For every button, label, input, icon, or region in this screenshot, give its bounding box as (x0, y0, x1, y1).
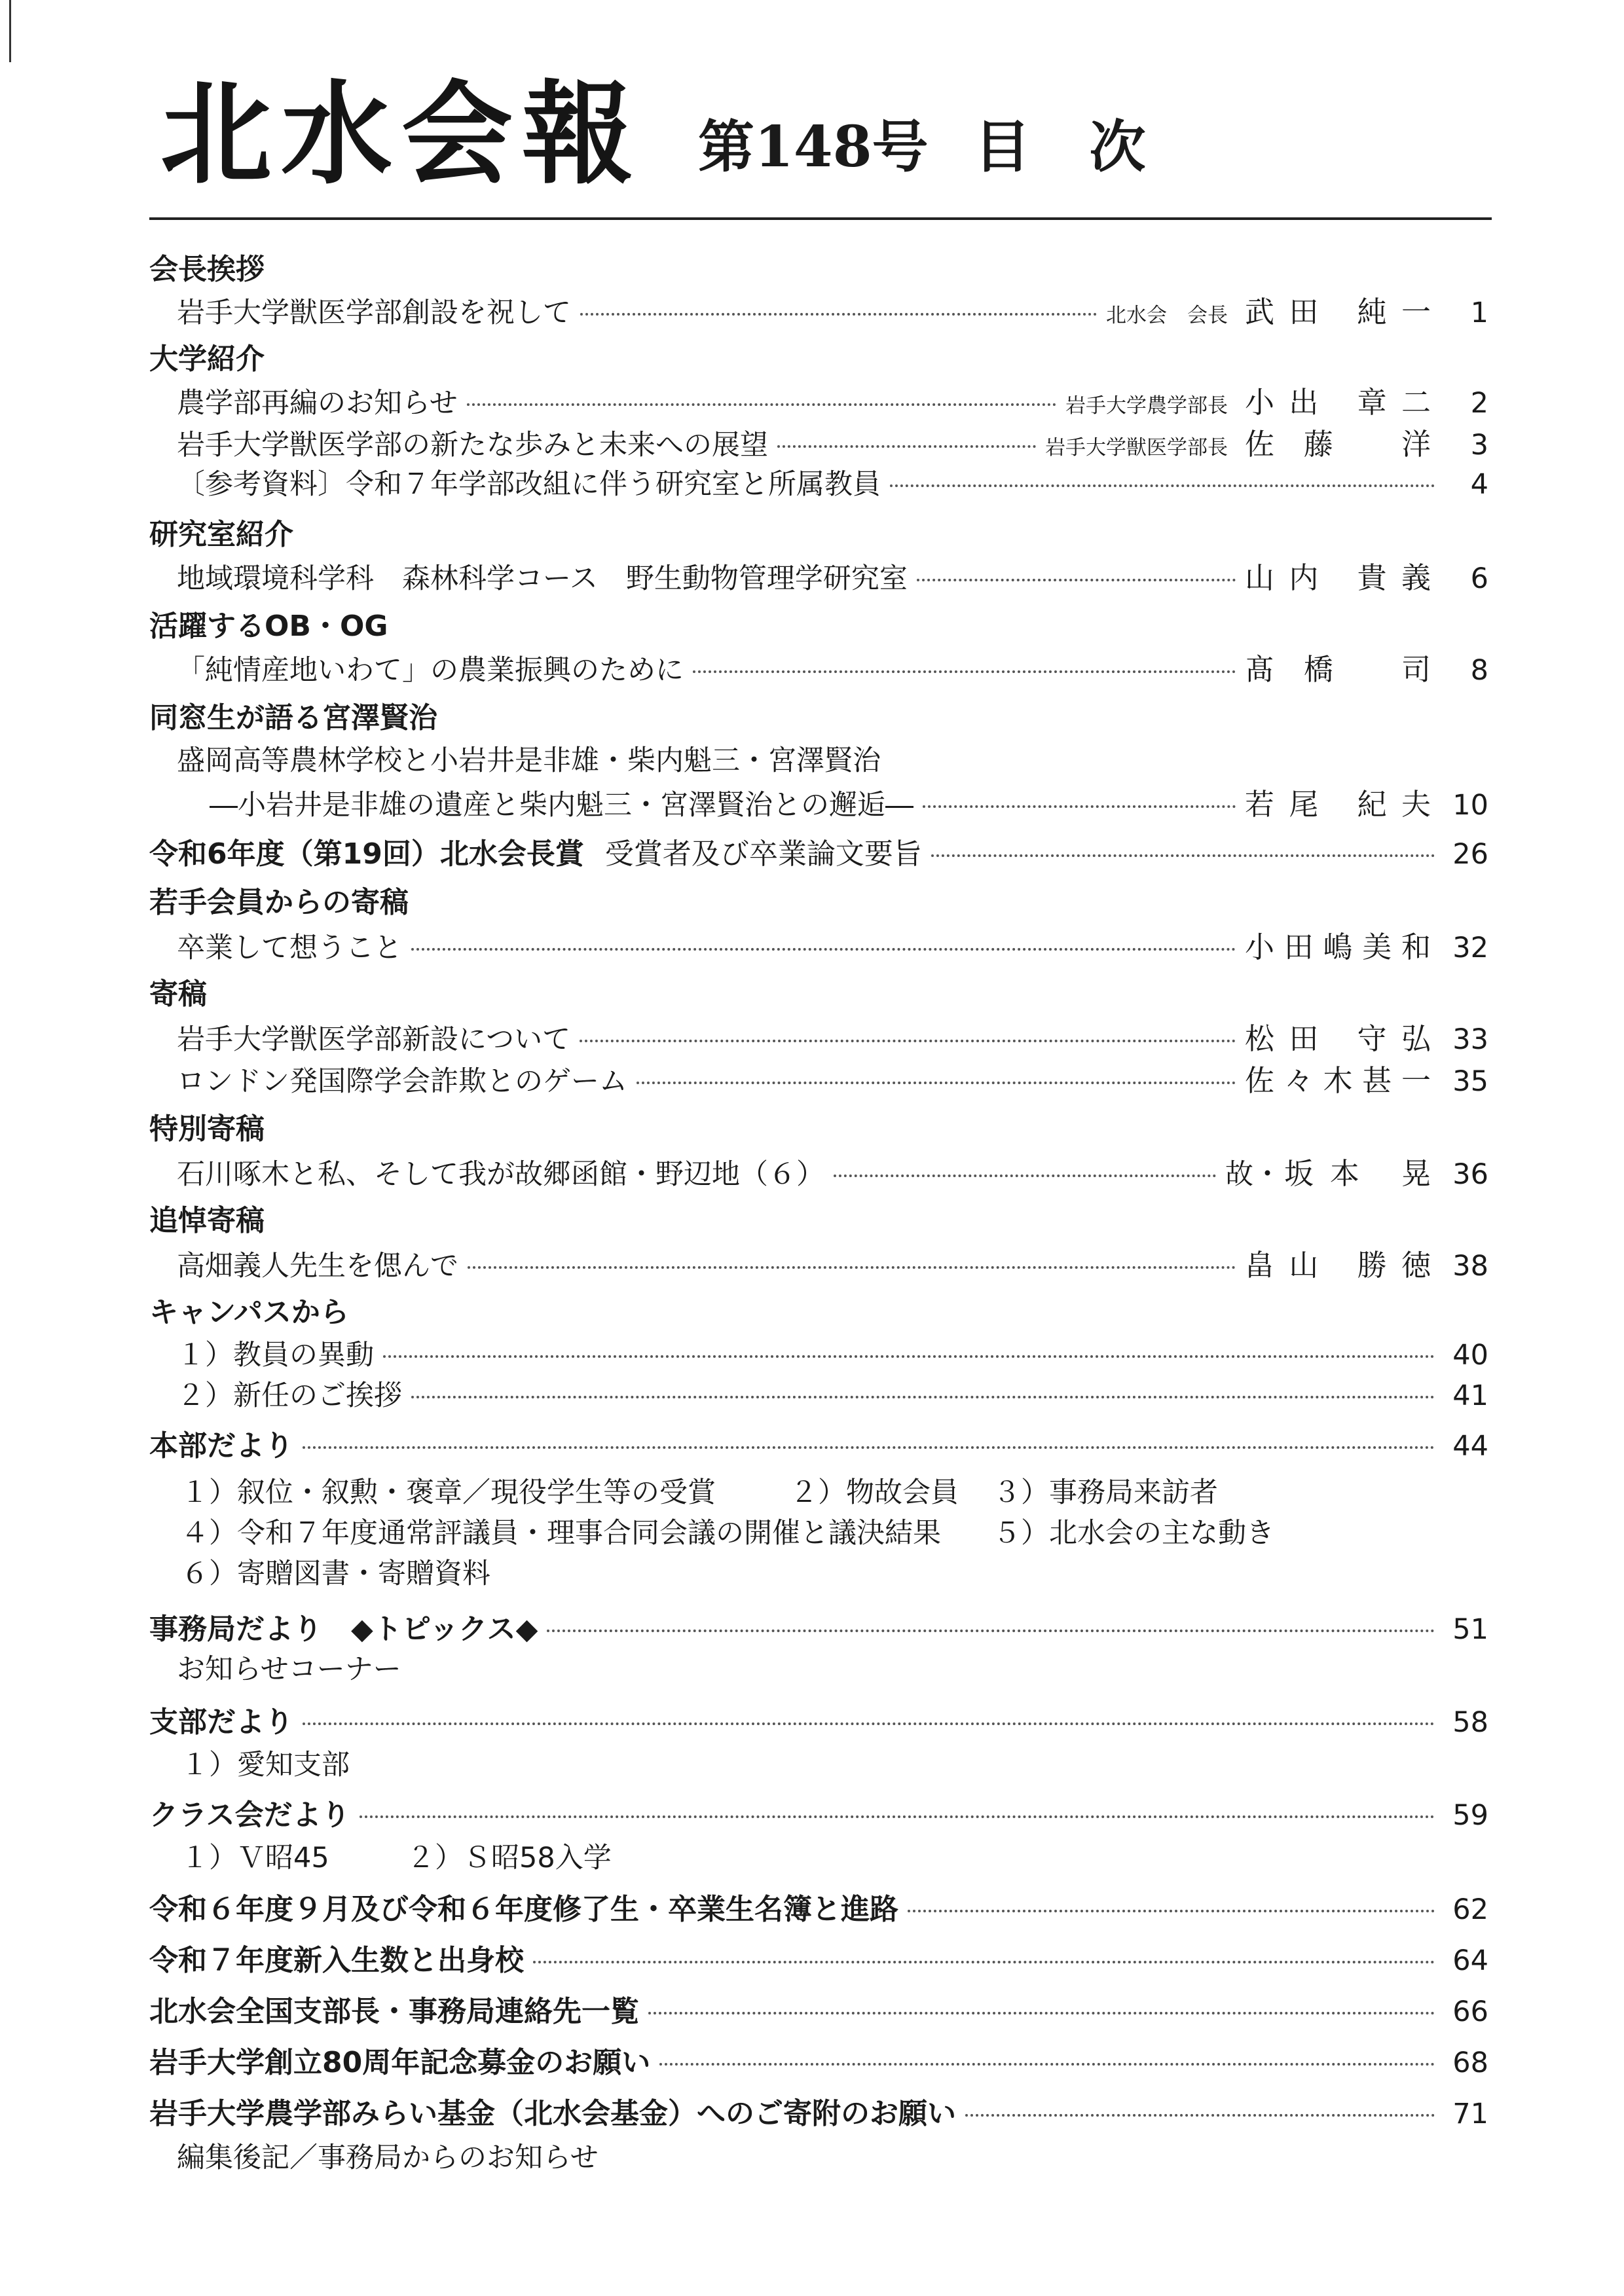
toc-subitems: １）Ｖ昭45 ２）Ｓ昭58入学 (181, 1842, 612, 1874)
issue-number: 第148号 (698, 114, 929, 180)
toc-subitems: ４）令和７年度通常評議員・理事合同会議の開催と議決結果 ５）北水会の主な動き (181, 1517, 1274, 1550)
section-heading: 会長挨拶 (149, 253, 265, 286)
toc-entry[interactable]: 岩手大学獣医学部創設を祝して 北水会 会長 武田 純一 1 (177, 295, 1488, 329)
section-heading: 寄稿 (149, 977, 207, 1011)
toc-entry[interactable]: １）教員の異動 40 (177, 1339, 1488, 1372)
header-rule (149, 217, 1492, 220)
journal-logo: 北水会報 (160, 69, 643, 200)
section-heading: 特別寄稿 (149, 1112, 265, 1146)
section-heading[interactable]: クラス会だより 59 (149, 1798, 1488, 1832)
section-heading[interactable]: 令和７年度新入生数と出身校 64 (149, 1944, 1488, 1977)
section-heading: 追悼寄稿 (149, 1204, 265, 1237)
section-heading: 若手会員からの寄稿 (149, 886, 409, 919)
section-heading: キャンパスから (149, 1296, 349, 1329)
toc-entry[interactable]: 〔参考資料〕令和７年学部改組に伴う研究室と所属教員 4 (177, 468, 1488, 501)
section-heading: 研究室紹介 (149, 518, 293, 551)
masthead (160, 69, 1166, 200)
toc-entry[interactable]: 岩手大学獣医学部新設について 松田 守弘 33 (177, 1021, 1488, 1056)
section-heading[interactable]: 支部だより 58 (149, 1705, 1488, 1739)
section-heading: 活躍するOB・OG (149, 610, 388, 643)
section-heading: 同窓生が語る宮澤賢治 (149, 701, 437, 735)
toc-entry: お知らせコーナー (177, 1653, 401, 1686)
toc-subitems: １）叙位・叙勲・褒章／現役学生等の受賞 ２）物故会員 ３）事務局来訪者 (181, 1476, 1218, 1509)
toc-entry-subtitle[interactable]: ―小岩井是非雄の遺産と柴内魁三・宮澤賢治との邂逅― 若尾 紀夫 10 (210, 787, 1488, 822)
toc-entry[interactable]: 農学部再編のお知らせ 岩手大学農学部長 小出 章二 2 (177, 385, 1488, 420)
toc-entry[interactable]: 「純情産地いわて」の農業振興のために 髙橋 司 8 (177, 652, 1488, 687)
toc-subitems: ６）寄贈図書・寄贈資料 (181, 1558, 490, 1590)
toc-subitems: １）愛知支部 (181, 1749, 350, 1781)
section-heading[interactable]: 岩手大学創立80周年記念募金のお願い 68 (149, 2046, 1488, 2079)
toc-entry[interactable]: 盛岡高等農林学校と小岩井是非雄・柴内魁三・宮澤賢治 (177, 744, 881, 777)
toc-entry: 編集後記／事務局からのお知らせ (177, 2141, 599, 2174)
section-heading[interactable]: 事務局だより ◆トピックス◆ 51 (149, 1613, 1488, 1646)
toc-entry[interactable]: 高畑義人先生を偲んで 畠山 勝徳 38 (177, 1248, 1488, 1283)
toc-entry[interactable]: 卒業して想うこと 小田嶋美和 32 (177, 930, 1488, 964)
section-heading[interactable]: 本部だより 44 (149, 1429, 1488, 1463)
toc-entry[interactable]: 石川啄木と私、そして我が故郷函館・野辺地（６） 故・ 坂本 晃 36 (177, 1156, 1488, 1191)
toc-entry[interactable]: ２）新任のご挨拶 41 (177, 1379, 1488, 1412)
section-heading[interactable]: 岩手大学農学部みらい基金（北水会基金）へのご寄附のお願い 71 (149, 2097, 1488, 2130)
section-heading[interactable]: 令和6年度（第19回）北水会長賞 受賞者及び卒業論文要旨 26 (149, 837, 1488, 871)
toc-entry[interactable]: 岩手大学獣医学部の新たな歩みと未来への展望 岩手大学獣医学部長 佐藤 洋 3 (177, 427, 1488, 462)
section-heading: 大学紹介 (149, 342, 265, 376)
section-heading[interactable]: 令和６年度９月及び令和６年度修了生・卒業生名簿と進路 62 (149, 1893, 1488, 1926)
toc-entry[interactable]: ロンドン発国際学会詐欺とのゲーム 佐々木甚一 35 (177, 1063, 1488, 1098)
corner-mark (9, 0, 11, 62)
section-heading[interactable]: 北水会全国支部長・事務局連絡先一覧 66 (149, 1995, 1488, 2028)
contents-heading: 目 次 (974, 114, 1166, 180)
toc-entry[interactable]: 地域環境科学科 森林科学コース 野生動物管理学研究室 山内 貴義 6 (177, 560, 1488, 595)
